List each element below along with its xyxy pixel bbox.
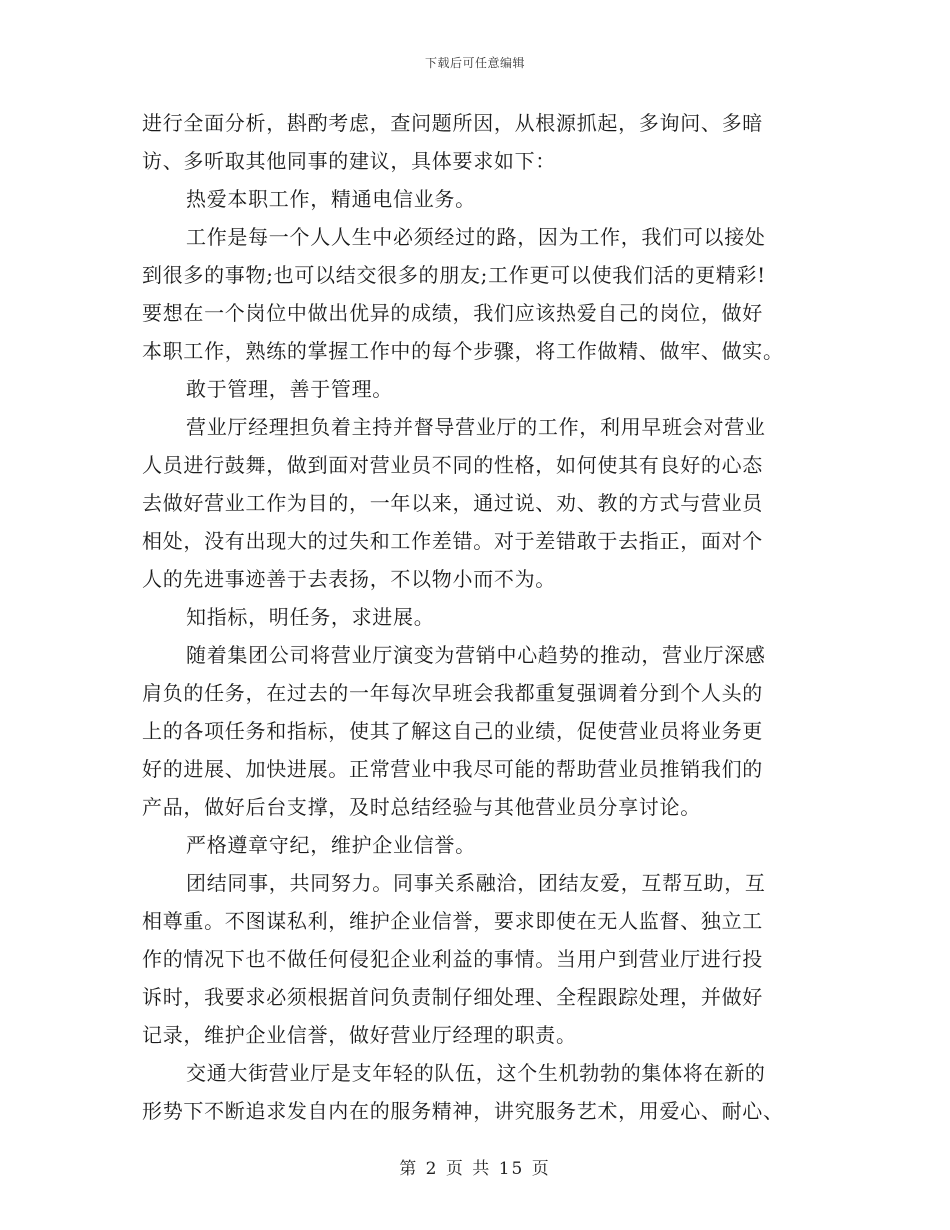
text-line: 记录，维护企业信誉，做好营业厅经理的职责。 bbox=[142, 1023, 577, 1047]
text-line: 工作是每一个人人生中必须经过的路，因为工作，我们可以接处 bbox=[186, 225, 766, 249]
document-body bbox=[142, 104, 812, 1130]
text-line: 形势下不断追求发自内在的服务精神，讲究服务艺术，用爱心、耐心、 bbox=[142, 1099, 784, 1123]
text-line: 人员进行鼓舞，做到面对营业员不同的性格，如何使其有良好的心态 bbox=[142, 453, 763, 477]
text-line: 产品，做好后台支撑，及时总结经验与其他营业员分享讨论。 bbox=[142, 795, 701, 819]
text-line: 交通大街营业厅是支年轻的队伍，这个生机勃勃的集体将在新的 bbox=[186, 1061, 766, 1085]
text-line: 去做好营业工作为目的，一年以来，通过说、劝、教的方式与营业员 bbox=[142, 491, 763, 515]
text-line: 严格遵章守纪，维护企业信誉。 bbox=[186, 833, 476, 857]
text-line: 好的进展、加快进展。正常营业中我尽可能的帮助营业员推销我们的 bbox=[142, 757, 763, 781]
text-line: 肩负的任务，在过去的一年每次早班会我都重复强调着分到个人头的 bbox=[142, 681, 763, 705]
text-line: 进行全面分析，斟酌考虑，查问题所因，从根源抓起，多询问、多暗 bbox=[142, 111, 763, 135]
text-line: 作的情况下也不做任何侵犯企业利益的事情。当用户到营业厅进行投 bbox=[142, 947, 763, 971]
text-line: 相处，没有出现大的过失和工作差错。对于差错敢于去指正，面对个 bbox=[142, 529, 763, 553]
text-line: 热爱本职工作，精通电信业务。 bbox=[186, 187, 476, 211]
text-line: 人的先进事迹善于去表扬，不以物小而不为。 bbox=[142, 567, 556, 591]
text-line: 相尊重。不图谋私利，维护企业信誉，要求即使在无人监督、独立工 bbox=[142, 909, 763, 933]
page-footer: 第 2 页 共 15 页 bbox=[399, 1159, 551, 1179]
text-line: 团结同事，共同努力。同事关系融洽，团结友爱，互帮互助，互 bbox=[186, 871, 766, 895]
text-line: 诉时，我要求必须根据首问负责制仔细处理、全程跟踪处理，并做好 bbox=[142, 985, 763, 1009]
text-line: 营业厅经理担负着主持并督导营业厅的工作，利用早班会对营业 bbox=[186, 415, 766, 439]
text-line: 上的各项任务和指标，使其了解这自己的业绩，促使营业员将业务更 bbox=[142, 719, 763, 743]
text-line: 访、多听取其他同事的建议，具体要求如下： bbox=[142, 149, 556, 173]
text-line: 随着集团公司将营业厅演变为营销中心趋势的推动，营业厅深感 bbox=[186, 643, 766, 667]
page-header: 下载后可任意编辑 bbox=[424, 56, 525, 70]
text-line: 敢于管理，善于管理。 bbox=[186, 377, 393, 401]
text-line: 要想在一个岗位中做出优异的成绩，我们应该热爱自己的岗位，做好 bbox=[142, 301, 763, 325]
text-line: 本职工作，熟练的掌握工作中的每个步骤，将工作做精、做牢、做实。 bbox=[142, 339, 784, 363]
text-line: 知指标，明任务，求进展。 bbox=[186, 605, 435, 629]
text-line: 到很多的事物;也可以结交很多的朋友;工作更可以使我们活的更精彩! bbox=[142, 263, 766, 287]
